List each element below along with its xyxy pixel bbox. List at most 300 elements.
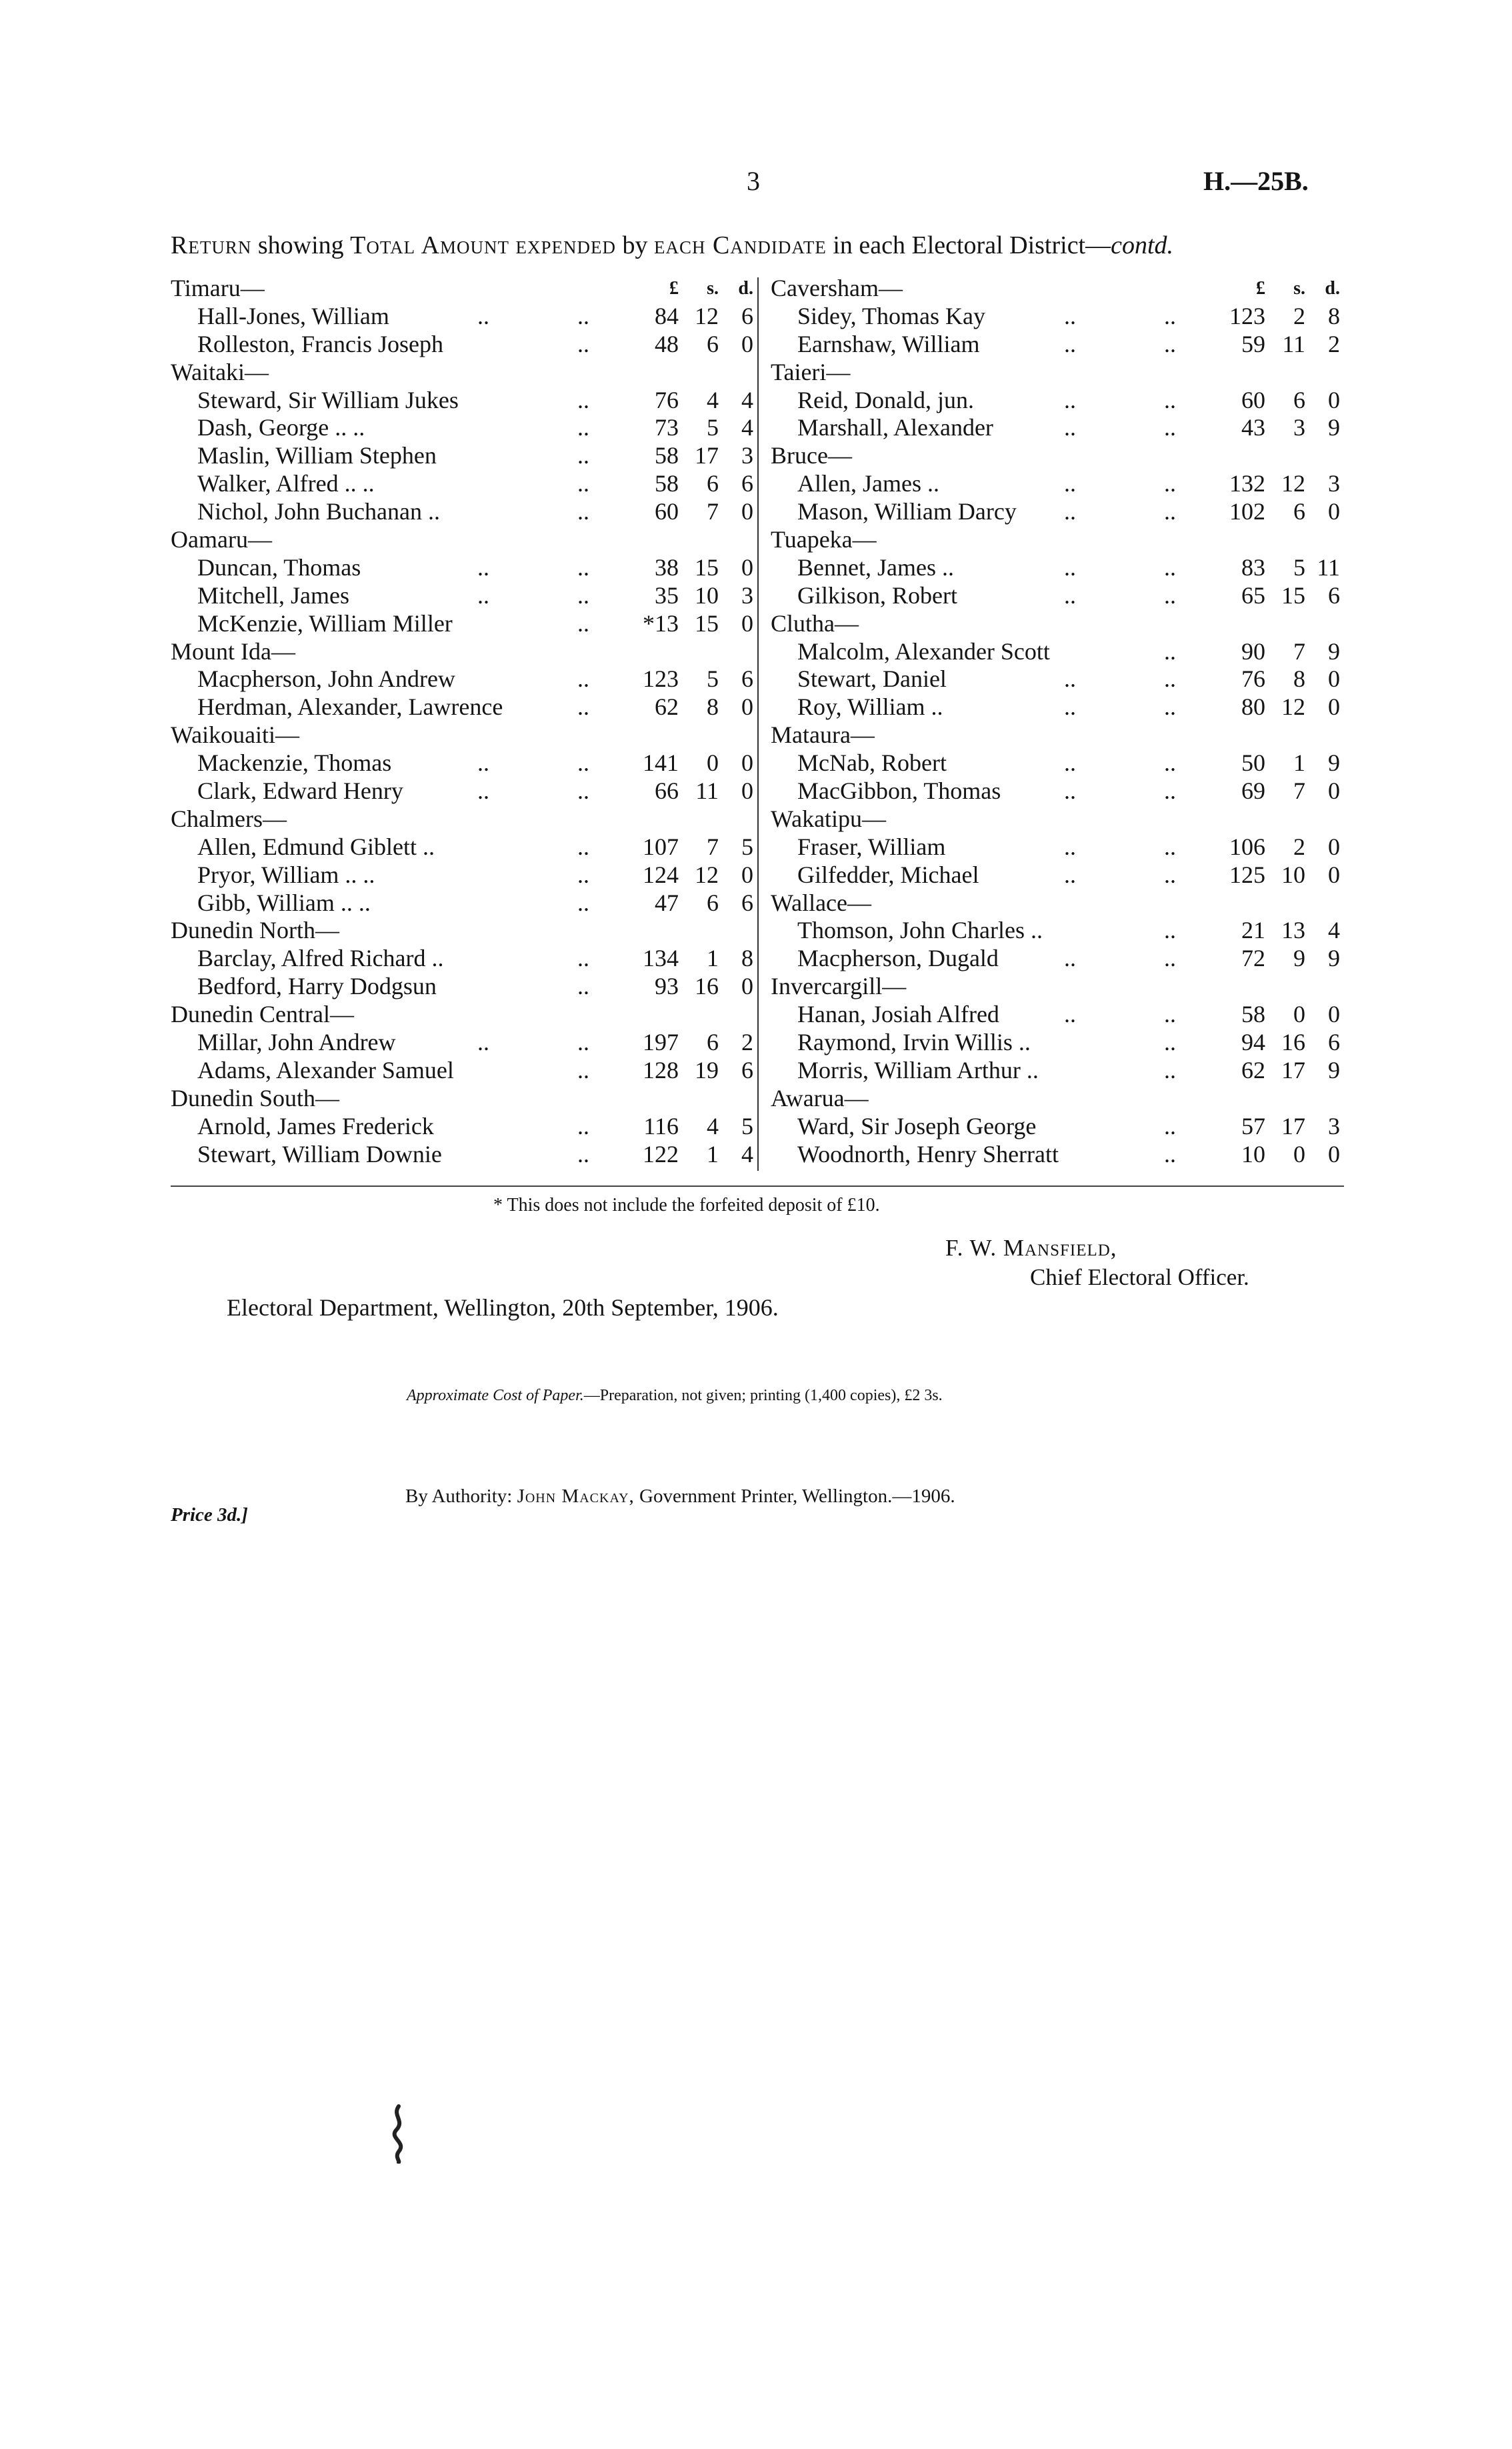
candidate-name: Stewart, Daniel [797, 665, 947, 693]
candidate-name: Earnshaw, William [797, 330, 980, 357]
candidate-row [771, 861, 1344, 889]
pounds-value: 102 [1229, 498, 1265, 525]
shillings-value: 15 [1281, 581, 1305, 609]
district-name: Caversham— [771, 275, 903, 301]
candidate-row [171, 387, 757, 415]
candidate-row [771, 498, 1344, 526]
candidate-name: Gilfedder, Michael [797, 861, 979, 888]
pounds-value: 132 [1229, 470, 1265, 497]
pence-value: 4 [741, 386, 753, 413]
pounds-value: 125 [1229, 861, 1265, 888]
candidate-row [771, 303, 1344, 331]
pence-value: 3 [1328, 470, 1340, 497]
candidate-row [771, 387, 1344, 415]
leader-dots: .. [1164, 498, 1176, 525]
pence-value: 9 [1328, 1056, 1340, 1083]
pence-value: 4 [741, 1140, 753, 1167]
pence-value: 0 [741, 777, 753, 805]
candidate-row [771, 917, 1344, 945]
district-name: Awarua— [771, 1084, 869, 1111]
leader-dots: .. [577, 1029, 589, 1056]
leader-dots: .. [1064, 553, 1076, 581]
district-name: Taieri— [771, 358, 851, 385]
candidate-row [771, 1113, 1344, 1141]
shillings-value: 0 [1293, 1001, 1305, 1028]
district-row [171, 1001, 757, 1029]
candidate-name: Marshall, Alexander [797, 414, 993, 441]
shillings-value: 13 [1281, 917, 1305, 944]
column-divider [757, 277, 759, 1171]
pence-value: 5 [741, 833, 753, 860]
candidate-name: Clark, Edward Henry [197, 777, 403, 805]
district-name: Dunedin Central— [171, 1001, 354, 1028]
shillings-value: 4 [707, 1112, 719, 1139]
candidate-name: McKenzie, William Miller [197, 609, 453, 637]
shillings-value: 1 [707, 1140, 719, 1167]
pounds-header: £ [1256, 278, 1265, 299]
title-word-district: in each Electoral District— [833, 231, 1111, 259]
candidate-row [171, 861, 757, 889]
shillings-value: 16 [695, 973, 719, 1000]
pence-value: 6 [741, 1056, 753, 1083]
pounds-header: £ [669, 278, 679, 299]
leader-dots: .. [1164, 302, 1176, 329]
pence-value: 0 [1328, 1140, 1340, 1167]
candidate-name: Gilkison, Robert [797, 581, 957, 609]
candidate-row [771, 833, 1344, 861]
leader-dots: .. [577, 1112, 589, 1139]
shillings-value: 6 [1293, 386, 1305, 413]
leader-dots: .. [577, 833, 589, 860]
shillings-value: 8 [707, 693, 719, 721]
printer-name: John Mackay, [517, 1486, 635, 1507]
district-row [171, 1085, 757, 1113]
leader-dots: .. [1064, 945, 1076, 972]
authority-suffix: Government Printer, Wellington.—1906. [634, 1486, 955, 1507]
candidate-row [771, 554, 1344, 582]
leader-dots: .. [1064, 498, 1076, 525]
pence-value: 0 [1328, 1001, 1340, 1028]
pence-value: 9 [1328, 749, 1340, 777]
title-word-each-candidate: each Candidate [654, 231, 827, 259]
candidate-name: Walker, Alfred .. .. [197, 470, 375, 497]
district-name: Invercargill— [771, 973, 907, 1000]
candidate-row [171, 833, 757, 861]
shillings-value: 8 [1293, 665, 1305, 693]
candidate-name: Pryor, William .. .. [197, 861, 375, 888]
leader-dots: .. [1164, 637, 1176, 665]
candidate-name: Morris, William Arthur .. [797, 1056, 1039, 1083]
district-row [771, 721, 1344, 749]
shillings-value: 0 [1293, 1140, 1305, 1167]
shillings-value: 1 [707, 945, 719, 972]
district-name: Wakatipu— [771, 805, 887, 832]
candidate-name: Roy, William .. [797, 693, 943, 721]
district-name: Waikouaiti— [171, 721, 300, 749]
candidate-row [171, 973, 757, 1001]
pence-value: 0 [1328, 777, 1340, 805]
district-row [771, 526, 1344, 554]
district-row [171, 805, 757, 833]
authority-prefix: By Authority: [405, 1486, 517, 1507]
pounds-value: 72 [1241, 945, 1265, 972]
leader-dots: .. [1064, 749, 1076, 777]
leader-dots: .. [1164, 330, 1176, 357]
footnote: * This does not include the forfeited deposit of £10. [493, 1195, 880, 1215]
candidate-name: Herdman, Alexander, Lawrence [197, 693, 503, 721]
leader-dots: .. [1064, 414, 1076, 441]
candidate-row [171, 1029, 757, 1057]
candidate-row [771, 945, 1344, 973]
candidate-row [171, 1113, 757, 1141]
candidate-name: Bedford, Harry Dodgsun [197, 973, 437, 1000]
pence-value: 5 [741, 1112, 753, 1139]
candidate-name: Mitchell, James [197, 581, 349, 609]
pence-value: 0 [741, 749, 753, 777]
pence-value: 0 [741, 330, 753, 357]
shillings-value: 5 [707, 414, 719, 441]
candidate-row [771, 665, 1344, 693]
title-word-showing: showing [257, 231, 344, 259]
shillings-header: s. [707, 278, 719, 299]
pence-value: 6 [741, 889, 753, 916]
candidate-row [771, 331, 1344, 359]
pounds-value: 123 [1229, 302, 1265, 329]
pounds-value: 123 [643, 665, 679, 693]
pence-value: 0 [741, 861, 753, 888]
district-row [771, 610, 1344, 638]
leader-dots: .. [1164, 693, 1176, 721]
leader-dots: .. [1064, 693, 1076, 721]
pounds-value: 50 [1241, 749, 1265, 777]
leader-dots: .. [1064, 302, 1076, 329]
district-row [771, 359, 1344, 387]
shillings-value: 12 [695, 302, 719, 329]
signature-name: F. W. Mansfield, [945, 1235, 1117, 1261]
leader-dots: .. [1064, 1001, 1076, 1028]
shillings-value: 17 [1281, 1056, 1305, 1083]
district-row [771, 1085, 1344, 1113]
candidate-row [171, 945, 757, 973]
candidate-name: Arnold, James Frederick [197, 1112, 434, 1139]
shillings-value: 6 [1293, 498, 1305, 525]
shillings-value: 1 [1293, 749, 1305, 777]
candidate-row [171, 442, 757, 470]
right-column [771, 275, 1344, 1175]
pence-value: 6 [1328, 581, 1340, 609]
shillings-value: 6 [707, 889, 719, 916]
leader-dots: .. [1164, 1112, 1176, 1139]
pounds-value: 58 [655, 442, 679, 469]
pounds-value: 122 [643, 1140, 679, 1167]
leader-dots: .. [577, 609, 589, 637]
district-name: Tuapeka— [771, 526, 877, 553]
candidate-row [171, 470, 757, 498]
candidate-name: McNab, Robert [797, 749, 947, 777]
shillings-value: 7 [1293, 777, 1305, 805]
shillings-value: 7 [707, 833, 719, 860]
district-name: Bruce— [771, 442, 852, 469]
district-row [171, 638, 757, 666]
shillings-value: 3 [1293, 414, 1305, 441]
candidate-name: Duncan, Thomas [197, 553, 361, 581]
pence-value: 3 [741, 581, 753, 609]
candidate-name: Adams, Alexander Samuel [197, 1056, 454, 1083]
candidate-name: Dash, George .. .. [197, 414, 365, 441]
pence-value: 0 [741, 693, 753, 721]
candidate-name: Malcolm, Alexander Scott [797, 637, 1050, 665]
pence-value: 8 [741, 945, 753, 972]
pounds-value: 48 [655, 330, 679, 357]
leader-dots: .. [477, 749, 489, 777]
leader-dots: .. [1064, 581, 1076, 609]
leader-dots: .. [1064, 665, 1076, 693]
cost-of-paper [407, 1387, 943, 1405]
authority-line [405, 1486, 955, 1508]
leader-dots: .. [1064, 470, 1076, 497]
shillings-value: 17 [1281, 1112, 1305, 1139]
district-name: Wallace— [771, 889, 872, 916]
district-name: Dunedin North— [171, 917, 339, 944]
leader-dots: .. [577, 889, 589, 916]
department-line: Electoral Department, Wellington, 20th September, 1906. [227, 1294, 779, 1321]
leader-dots: .. [1164, 581, 1176, 609]
pounds-value: 62 [1241, 1056, 1265, 1083]
library-stamp-mark [387, 2104, 411, 2164]
title-word-total-amount: Total Amount [350, 231, 510, 259]
leader-dots: .. [577, 945, 589, 972]
pence-value: 0 [1328, 386, 1340, 413]
pounds-value: *13 [643, 609, 679, 637]
pounds-value: 80 [1241, 693, 1265, 721]
pounds-value: 116 [643, 1112, 679, 1139]
pounds-value: 128 [643, 1056, 679, 1083]
shillings-value: 6 [707, 1029, 719, 1056]
pounds-value: 93 [655, 973, 679, 1000]
pence-value: 0 [1328, 498, 1340, 525]
pounds-value: 58 [1241, 1001, 1265, 1028]
leader-dots: .. [1164, 470, 1176, 497]
pounds-value: 57 [1241, 1112, 1265, 1139]
candidate-row [171, 582, 757, 610]
candidate-row [171, 693, 757, 721]
pounds-value: 60 [1241, 386, 1265, 413]
table-bottom-rule [171, 1185, 1344, 1187]
pounds-value: 60 [655, 498, 679, 525]
leader-dots: .. [1064, 386, 1076, 413]
pence-value: 11 [1317, 553, 1340, 581]
candidate-row [171, 1057, 757, 1085]
candidate-name: Raymond, Irvin Willis .. [797, 1029, 1031, 1056]
shillings-value: 12 [1281, 470, 1305, 497]
pounds-value: 83 [1241, 553, 1265, 581]
signature-title: Chief Electoral Officer. [1030, 1264, 1249, 1290]
pence-value: 2 [741, 1029, 753, 1056]
page-number: 3 [747, 166, 760, 196]
shillings-value: 0 [707, 749, 719, 777]
leader-dots: .. [1164, 861, 1176, 888]
district-name: Waitaki— [171, 358, 269, 385]
leader-dots: .. [1064, 777, 1076, 805]
candidate-row [771, 749, 1344, 777]
candidate-name: Nichol, John Buchanan .. [197, 498, 440, 525]
candidate-row [171, 749, 757, 777]
leader-dots: .. [577, 414, 589, 441]
shillings-value: 7 [1293, 637, 1305, 665]
shillings-value: 2 [1293, 302, 1305, 329]
pounds-value: 90 [1241, 637, 1265, 665]
shillings-value: 17 [695, 442, 719, 469]
leader-dots: .. [577, 302, 589, 329]
leader-dots: .. [1164, 1056, 1176, 1083]
candidate-name: Mackenzie, Thomas [197, 749, 392, 777]
leader-dots: .. [577, 553, 589, 581]
leader-dots: .. [1164, 1001, 1176, 1028]
pounds-value: 107 [643, 833, 679, 860]
candidate-name: Woodnorth, Henry Sherratt [797, 1140, 1059, 1167]
cost-text: —Preparation, not given; printing (1,400 copies), £2 3s. [583, 1387, 943, 1404]
candidate-row [771, 470, 1344, 498]
candidate-name: Gibb, William .. .. [197, 889, 371, 916]
shillings-value: 9 [1293, 945, 1305, 972]
document-reference: H.—25B. [1203, 166, 1309, 196]
candidate-row [171, 331, 757, 359]
pence-value: 0 [741, 553, 753, 581]
shillings-value: 7 [707, 498, 719, 525]
district-row [771, 442, 1344, 470]
pence-value: 6 [1328, 1029, 1340, 1056]
candidate-name: Millar, John Andrew [197, 1029, 396, 1056]
leader-dots: .. [577, 1056, 589, 1083]
pounds-value: 94 [1241, 1029, 1265, 1056]
district-row [171, 917, 757, 945]
candidate-row [171, 1141, 757, 1169]
shillings-value: 15 [695, 553, 719, 581]
leader-dots: .. [1164, 777, 1176, 805]
expenditure-table [171, 275, 1344, 1175]
candidate-row [771, 1029, 1344, 1057]
candidate-name: Maslin, William Stephen [197, 442, 437, 469]
shillings-value: 4 [707, 386, 719, 413]
pence-value: 9 [1328, 414, 1340, 441]
candidate-name: Steward, Sir William Jukes [197, 386, 459, 413]
pence-header: d. [1325, 278, 1340, 299]
district-name: Oamaru— [171, 526, 272, 553]
pence-value: 0 [1328, 693, 1340, 721]
shillings-value: 15 [695, 609, 719, 637]
district-name: Mataura— [771, 721, 875, 749]
shillings-value: 11 [1282, 330, 1305, 357]
shillings-value: 12 [695, 861, 719, 888]
district-row [171, 359, 757, 387]
pence-header: d. [738, 278, 753, 299]
candidate-row [771, 1057, 1344, 1085]
candidate-name: Mason, William Darcy [797, 498, 1017, 525]
candidate-name: Macpherson, Dugald [797, 945, 999, 972]
candidate-row [771, 582, 1344, 610]
candidate-row [771, 638, 1344, 666]
shillings-value: 2 [1293, 833, 1305, 860]
pence-value: 0 [741, 609, 753, 637]
leader-dots: .. [577, 442, 589, 469]
pounds-value: 66 [655, 777, 679, 805]
shillings-header: s. [1293, 278, 1305, 299]
district-row [771, 973, 1344, 1001]
candidate-row [171, 303, 757, 331]
price: Price 3d.] [171, 1504, 248, 1526]
leader-dots: .. [477, 1029, 489, 1056]
left-column [171, 275, 757, 1175]
leader-dots: .. [1164, 553, 1176, 581]
pounds-value: 38 [655, 553, 679, 581]
table-title [171, 231, 1173, 260]
district-name: Mount Ida— [171, 637, 295, 665]
leader-dots: .. [577, 749, 589, 777]
pence-value: 8 [1328, 302, 1340, 329]
pounds-value: 62 [655, 693, 679, 721]
leader-dots: .. [577, 693, 589, 721]
leader-dots: .. [577, 330, 589, 357]
candidate-name: Macpherson, John Andrew [197, 665, 455, 693]
district-row [171, 275, 757, 303]
district-name: Chalmers— [171, 805, 287, 832]
pence-value: 4 [1328, 917, 1340, 944]
candidate-name: Bennet, James .. [797, 553, 954, 581]
candidate-name: Reid, Donald, jun. [797, 386, 974, 413]
candidate-name: Thomson, John Charles .. [797, 917, 1043, 944]
title-word-expended: expended [515, 231, 617, 259]
candidate-name: Barclay, Alfred Richard .. [197, 945, 444, 972]
cost-label: Approximate Cost of Paper. [407, 1387, 584, 1404]
leader-dots: .. [577, 386, 589, 413]
district-name: Timaru— [171, 275, 265, 301]
pence-value: 6 [741, 302, 753, 329]
pence-value: 6 [741, 665, 753, 693]
pence-value: 3 [741, 442, 753, 469]
candidate-row [771, 1001, 1344, 1029]
shillings-value: 12 [1281, 693, 1305, 721]
pounds-value: 106 [1229, 833, 1265, 860]
title-word-contd: contd. [1111, 231, 1174, 259]
pounds-value: 21 [1241, 917, 1265, 944]
district-row [171, 721, 757, 749]
shillings-value: 5 [707, 665, 719, 693]
candidate-row [171, 610, 757, 638]
pounds-value: 76 [655, 386, 679, 413]
pounds-value: 134 [643, 945, 679, 972]
candidate-row [171, 554, 757, 582]
leader-dots: .. [477, 553, 489, 581]
district-row [771, 889, 1344, 917]
pence-value: 0 [1328, 665, 1340, 693]
leader-dots: .. [577, 777, 589, 805]
candidate-name: MacGibbon, Thomas [797, 777, 1001, 805]
leader-dots: .. [577, 470, 589, 497]
district-row [771, 275, 1344, 303]
candidate-row [171, 414, 757, 442]
leader-dots: .. [477, 302, 489, 329]
pence-value: 4 [741, 414, 753, 441]
leader-dots: .. [1164, 1029, 1176, 1056]
candidate-name: Sidey, Thomas Kay [797, 302, 985, 329]
candidate-name: Allen, Edmund Giblett .. [197, 833, 435, 860]
district-name: Clutha— [771, 609, 859, 637]
candidate-name: Allen, James .. [797, 470, 939, 497]
pounds-value: 124 [643, 861, 679, 888]
pounds-value: 197 [643, 1029, 679, 1056]
pounds-value: 84 [655, 302, 679, 329]
pounds-value: 10 [1241, 1140, 1265, 1167]
